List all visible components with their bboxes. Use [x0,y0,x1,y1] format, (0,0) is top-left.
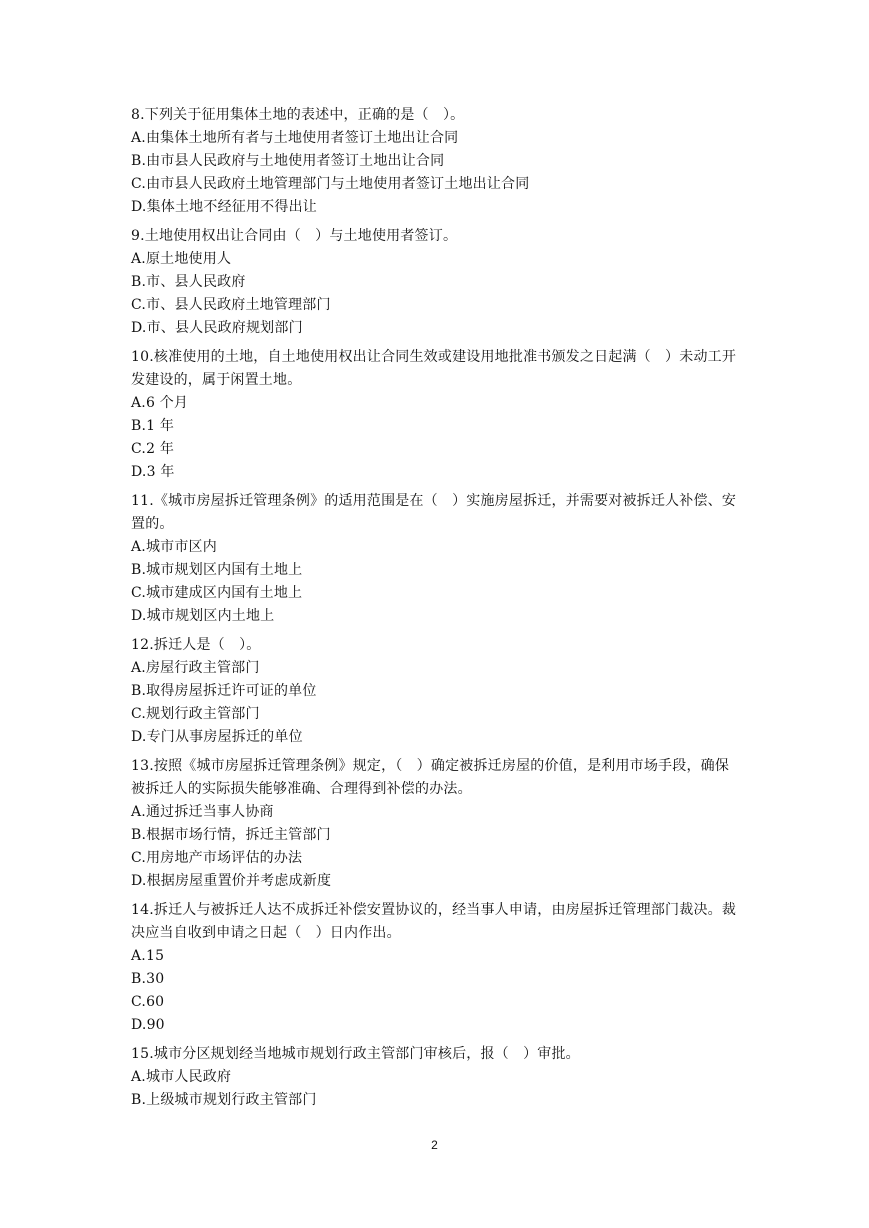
option-b: B.上级城市规划行政主管部门 [131,1092,317,1108]
option-c: C.60 [131,994,165,1010]
option-a: A.通过拆迁当事人协商 [131,804,274,820]
question-15 [131,1043,741,1112]
option-c: C.2 年 [131,441,175,457]
question-12 [131,634,741,749]
option-d: D.根据房屋重置价并考虑成新度 [131,873,332,889]
option-d: D.市、县人民政府规划部门 [131,320,303,336]
option-a: A.城市人民政府 [131,1069,232,1085]
option-b: B.根据市场行情，拆迁主管部门 [131,827,331,843]
question-stem: 9.土地使用权出让合同由（ ）与土地使用者签订。 [131,228,458,244]
question-stem: 8.下列关于征用集体土地的表述中，正确的是（ ）。 [131,107,465,123]
question-11 [131,490,741,628]
option-d: D.90 [131,1017,165,1033]
option-b: B.30 [131,971,165,987]
question-stem: 13.按照《城市房屋拆迁管理条例》规定，（ ）确定被拆迁房屋的价值，是利用市场手段，确保被拆迁人的实际损失能够准确、合理得到补偿的办法。 [131,758,730,797]
option-b: B.市、县人民政府 [131,274,246,290]
question-stem: 12.拆迁人是（ ）。 [131,637,261,653]
question-stem: 10.核准使用的土地，自土地使用权出让合同生效或建设用地批准书颁发之日起满（ ）未动工开发建设的，属于闲置土地。 [131,349,737,388]
option-a: A.15 [131,948,165,964]
question-10 [131,346,741,484]
option-c: C.用房地产市场评估的办法 [131,850,303,866]
option-b: B.城市规划区内国有土地上 [131,562,303,578]
question-9 [131,225,741,340]
option-d: D.城市规划区内土地上 [131,608,275,624]
option-d: D.3 年 [131,464,175,480]
question-list [131,104,741,1118]
option-c: C.城市建成区内国有土地上 [131,585,303,601]
option-d: D.集体土地不经征用不得出让 [131,199,317,215]
question-13 [131,755,741,893]
question-8 [131,104,741,219]
question-stem: 15.城市分区规划经当地城市规划行政主管部门审核后，报（ ）审批。 [131,1046,580,1062]
question-stem: 14.拆迁人与被拆迁人达不成拆迁补偿安置协议的，经当事人申请，由房屋拆迁管理部门裁决。裁决应当自收到申请之日起（ ）日内作出。 [131,902,737,941]
option-d: D.专门从事房屋拆迁的单位 [131,729,303,745]
question-14 [131,899,741,1037]
option-a: A.原土地使用人 [131,251,232,267]
option-b: B.由市县人民政府与土地使用者签订土地出让合同 [131,153,445,169]
option-a: A.城市市区内 [131,539,217,555]
option-b: B.1 年 [131,418,175,434]
option-a: A.由集体土地所有者与土地使用者签订土地出让合同 [131,130,459,146]
option-c: C.由市县人民政府土地管理部门与土地使用者签订土地出让合同 [131,176,530,192]
page-number: 2 [431,1138,438,1152]
option-c: C.市、县人民政府土地管理部门 [131,297,331,313]
option-b: B.取得房屋拆迁许可证的单位 [131,683,317,699]
option-a: A.房屋行政主管部门 [131,660,260,676]
option-a: A.6 个月 [131,395,189,411]
question-stem: 11.《城市房屋拆迁管理条例》的适用范围是在（ ）实施房屋拆迁，并需要对被拆迁人补偿、安置的。 [131,493,737,532]
option-c: C.规划行政主管部门 [131,706,260,722]
